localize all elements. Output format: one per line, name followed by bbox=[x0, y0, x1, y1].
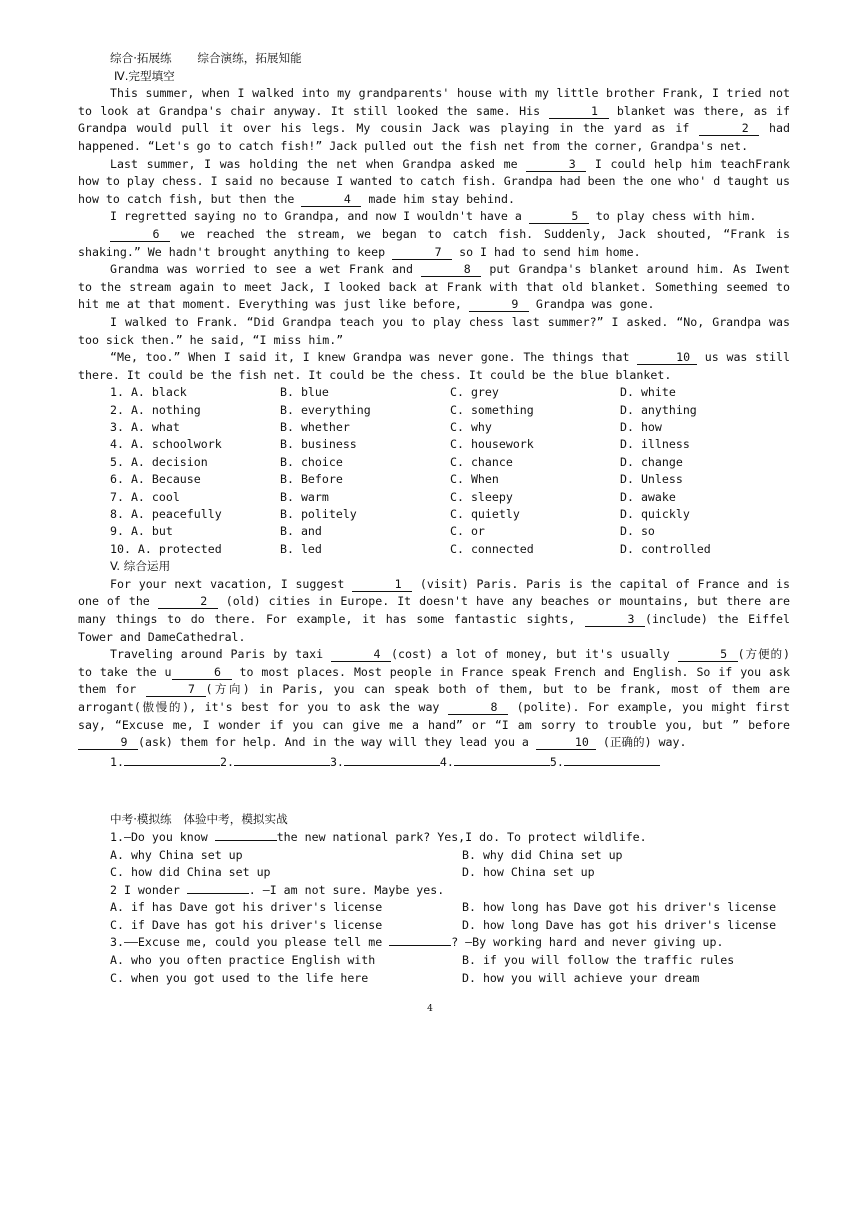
passage-text: (polite). For example, you might first say, “Excuse me, I wonder if you can give me a hand” or “I am sorry to trouble you, but ” before bbox=[78, 699, 790, 732]
cloze-options bbox=[110, 384, 790, 558]
option-choice[interactable]: 1. A. black bbox=[110, 385, 187, 400]
answer-blank[interactable] bbox=[124, 765, 220, 766]
passage-text: Grandma was worried to see a wet Frank and bbox=[110, 262, 422, 277]
option-row bbox=[110, 489, 790, 506]
option-choice[interactable]: D. anything bbox=[620, 402, 697, 417]
option-choice[interactable]: A. if has Dave got his driver's license bbox=[110, 900, 383, 915]
passage-text: we reached the stream, we began to catch fish. Suddenly, Jack shouted, “Frank is shaking.” We hadn't brought anything to keep bbox=[78, 226, 790, 259]
option-choice[interactable]: B. whether bbox=[280, 420, 350, 435]
question-text: 2 I wonder bbox=[110, 882, 187, 897]
option-choice[interactable]: C. how did China set up bbox=[110, 865, 271, 880]
answer-line bbox=[110, 754, 790, 772]
answer-blank[interactable] bbox=[187, 893, 249, 894]
passage-text: “Me, too.” When I said it, I knew Grandpa was never gone. The things that bbox=[110, 350, 638, 365]
paragraph bbox=[78, 646, 790, 752]
passage-text: us was still there. It could be the fish net. It could be the chess. It could be the blue blanket. bbox=[78, 350, 790, 382]
option-choice[interactable]: D. Unless bbox=[620, 472, 683, 487]
option-choice[interactable]: B. if you will follow the traffic rules bbox=[462, 953, 735, 968]
option-row bbox=[110, 506, 790, 523]
answer-blank[interactable] bbox=[454, 765, 550, 766]
passage-text: put Grandpa's blanket around him. As Iwent to the stream again to meet Jack, I looked back at Frank with that old blanket. Something seemed to hit me at that moment. Everything was just like before, bbox=[78, 262, 790, 312]
option-choice[interactable]: C. connected bbox=[450, 541, 534, 556]
passage-text: I regretted saying no to Grandpa, and now I wouldn't have a bbox=[110, 209, 529, 224]
section-subtitle: 体验中考，模拟实战 bbox=[183, 812, 288, 827]
passage-text: blanket was there, as if Grandpa would pull it over his legs. My cousin Jack was playing in the yard as if bbox=[78, 103, 790, 136]
option-choice[interactable]: A. why China set up bbox=[110, 847, 243, 862]
option-row bbox=[110, 471, 790, 488]
option-choice[interactable]: D. how you will achieve your dream bbox=[462, 970, 700, 985]
answer-blank[interactable]: 5 bbox=[678, 647, 738, 662]
answer-blank[interactable]: 9 bbox=[78, 735, 138, 750]
option-choice[interactable]: C. housework bbox=[450, 437, 534, 452]
option-choice[interactable]: 9. A. but bbox=[110, 524, 173, 539]
option-choice[interactable]: C. something bbox=[450, 402, 534, 417]
section-title: 综合·拓展练 bbox=[110, 51, 172, 65]
answer-number: 1. bbox=[110, 754, 124, 769]
passage-text: (include) the Eiffel Tower and DameCathedral. bbox=[78, 611, 790, 644]
option-choice[interactable]: C. quietly bbox=[450, 507, 520, 522]
option-choice[interactable]: 7. A. cool bbox=[110, 489, 180, 504]
option-choice[interactable]: C. when you got used to the life here bbox=[110, 970, 369, 985]
passage-text: Grandpa was gone. bbox=[528, 297, 655, 312]
option-choice[interactable]: D. controlled bbox=[620, 541, 711, 556]
section-header-1 bbox=[110, 50, 790, 68]
answer-blank[interactable]: 9 bbox=[469, 297, 529, 312]
option-choice[interactable]: B. led bbox=[280, 541, 322, 556]
option-choice[interactable]: B. everything bbox=[280, 402, 371, 417]
paragraph bbox=[78, 208, 790, 226]
option-row bbox=[110, 952, 790, 970]
option-choice[interactable]: D. quickly bbox=[620, 507, 690, 522]
answer-blank[interactable] bbox=[215, 840, 277, 841]
answer-blank[interactable]: 5 bbox=[529, 209, 589, 224]
option-choice[interactable]: B. why did China set up bbox=[462, 847, 623, 862]
passage-text: (方向) in Paris, you can speak both of them, but to be frank, most of them are arrogant(傲慢的), it's best for you to ask the way bbox=[78, 682, 790, 714]
option-row bbox=[110, 384, 790, 401]
question-text: ? —By working hard and never giving up. bbox=[451, 935, 724, 950]
answer-blank[interactable]: 1 bbox=[549, 104, 609, 119]
passage-text: Traveling around Paris by taxi bbox=[110, 647, 331, 662]
question-text: the new national park? Yes,I do. To protect wildlife. bbox=[276, 829, 647, 844]
option-choice[interactable]: C. if Dave has got his driver's license bbox=[110, 917, 383, 932]
option-choice[interactable]: D. so bbox=[620, 524, 655, 539]
fill-passage bbox=[78, 576, 790, 752]
option-choice[interactable]: D. change bbox=[620, 454, 683, 469]
option-choice[interactable]: D. how China set up bbox=[462, 865, 595, 880]
answer-blank[interactable]: 2 bbox=[158, 594, 218, 609]
answer-blank[interactable]: 6 bbox=[172, 665, 232, 680]
passage-text: (方便的) to take the u bbox=[78, 647, 791, 679]
paragraph bbox=[78, 226, 790, 261]
option-choice[interactable]: D. how bbox=[620, 420, 662, 435]
passage-text: (cost) a lot of money, but it's usually bbox=[391, 647, 678, 662]
option-choice[interactable]: B. choice bbox=[280, 454, 343, 469]
option-choice[interactable]: B. and bbox=[280, 524, 322, 539]
option-choice[interactable]: B. warm bbox=[280, 489, 329, 504]
answer-blank[interactable]: 10 bbox=[536, 735, 596, 750]
option-choice[interactable]: 10. A. protected bbox=[110, 541, 222, 556]
option-choice[interactable]: D. awake bbox=[620, 489, 676, 504]
answer-blank[interactable]: 7 bbox=[392, 245, 452, 260]
passage-text: made him stay behind. bbox=[361, 191, 515, 206]
option-row bbox=[110, 523, 790, 540]
option-choice[interactable]: 3. A. what bbox=[110, 420, 180, 435]
part-title-comprehensive: V. 综合运用 bbox=[110, 559, 171, 574]
answer-blank[interactable] bbox=[234, 765, 330, 766]
passage-text: had happened. “Let's go to catch fish!” Jack pulled out the fish net from the corner, Grandpa's net. bbox=[78, 121, 790, 153]
passage-text: Last summer, I was holding the net when Grandpa asked me bbox=[110, 156, 527, 171]
option-choice[interactable]: B. blue bbox=[280, 385, 329, 400]
answer-number: 2. bbox=[219, 754, 234, 769]
passage-text: This summer, when I walked into my grandparents' house with my little brother Frank, I tried not to look at Grandpa's chair anyway. It still looked the same. His bbox=[78, 86, 790, 118]
option-choice[interactable]: C. or bbox=[450, 524, 485, 539]
option-choice[interactable]: B. Before bbox=[280, 472, 343, 487]
option-choice[interactable]: B. business bbox=[280, 437, 357, 452]
passage-text: I could help him teachFrank how to play chess. I said no because I wanted to catch fish. Grandpa had been the one who' d taught us how to catch fish, but then the bbox=[78, 156, 790, 206]
paragraph bbox=[78, 85, 790, 155]
part-title-cloze: Ⅳ.完型填空 bbox=[114, 68, 175, 83]
section-subtitle: 综合演练，拓展知能 bbox=[197, 51, 302, 65]
question-text: . —I am not sure. Maybe yes. bbox=[248, 882, 445, 897]
answer-blank[interactable]: 3 bbox=[526, 157, 586, 172]
option-row bbox=[110, 402, 790, 419]
answer-blank[interactable]: 4 bbox=[301, 192, 361, 207]
passage-text: (正确的) way. bbox=[595, 735, 687, 750]
answer-blank[interactable]: 1 bbox=[352, 577, 412, 592]
section-title: 中考·模拟练 bbox=[110, 812, 172, 827]
passage-text: I walked to Frank. “Did Grandpa teach you to play chess last summer?” I asked. “No, Grandpa was too sick then.” he said, “I miss him.” bbox=[78, 314, 790, 347]
option-choice[interactable]: C. why bbox=[450, 420, 492, 435]
answer-blank[interactable] bbox=[389, 945, 451, 946]
answer-blank[interactable]: 8 bbox=[421, 262, 481, 277]
question-text: 3.——Excuse me, could you please tell me bbox=[110, 935, 390, 950]
passage-text: (ask) them for help. And in the way will they lead you a bbox=[138, 735, 536, 750]
option-choice[interactable]: C. When bbox=[450, 472, 499, 487]
passage-text: so I had to send him home. bbox=[452, 244, 641, 259]
option-choice[interactable]: D. illness bbox=[620, 437, 690, 452]
option-choice[interactable]: D. how long Dave has got his driver's license bbox=[462, 917, 777, 932]
option-row bbox=[110, 917, 790, 935]
passage-text: For your next vacation, I suggest bbox=[110, 576, 353, 591]
option-choice[interactable]: B. politely bbox=[280, 507, 357, 522]
answer-blank[interactable]: 2 bbox=[699, 121, 759, 136]
passage-text: to most places. Most people in France speak French and English. So if you ask them for bbox=[78, 664, 790, 697]
option-row bbox=[110, 970, 790, 988]
cloze-passage bbox=[78, 85, 790, 384]
answer-number: 4. bbox=[439, 754, 454, 769]
paragraph bbox=[78, 349, 790, 384]
option-row bbox=[110, 864, 790, 882]
option-choice[interactable]: C. chance bbox=[450, 454, 513, 469]
page-number: 4 bbox=[427, 1004, 433, 1014]
option-row bbox=[110, 454, 790, 471]
answer-blank[interactable]: 6 bbox=[110, 227, 170, 242]
option-choice[interactable]: C. sleepy bbox=[450, 489, 513, 504]
paragraph bbox=[78, 156, 790, 209]
answer-blank[interactable]: 8 bbox=[448, 700, 508, 715]
answer-blank[interactable] bbox=[344, 765, 440, 766]
paragraph bbox=[78, 576, 790, 646]
question-stem bbox=[110, 934, 790, 952]
worksheet-page bbox=[78, 50, 790, 987]
question-stem bbox=[110, 829, 790, 847]
answer-number: 5. bbox=[549, 754, 564, 769]
passage-text: to play chess with him. bbox=[588, 209, 757, 224]
section-header-3 bbox=[110, 811, 790, 829]
answer-blank[interactable]: 4 bbox=[331, 647, 391, 662]
option-choice[interactable]: 2. A. nothing bbox=[110, 402, 201, 417]
option-choice[interactable]: 8. A. peacefully bbox=[110, 507, 222, 522]
passage-text: (visit) Paris. Paris is the capital of France and is one of the bbox=[78, 576, 790, 609]
answer-blank[interactable]: 7 bbox=[146, 682, 206, 697]
mock-questions bbox=[78, 829, 790, 987]
paragraph bbox=[78, 261, 790, 314]
answer-number: 3. bbox=[329, 754, 344, 769]
answer-blank[interactable] bbox=[564, 765, 660, 766]
option-row bbox=[110, 847, 790, 865]
answer-blank[interactable]: 10 bbox=[637, 350, 697, 365]
option-choice[interactable]: 6. A. Because bbox=[110, 472, 201, 487]
option-row bbox=[110, 436, 790, 453]
option-choice[interactable]: D. white bbox=[620, 385, 676, 400]
option-row bbox=[110, 899, 790, 917]
answer-blank[interactable]: 3 bbox=[585, 612, 645, 627]
question-text: 1.—Do you know bbox=[110, 829, 215, 844]
option-choice[interactable]: 5. A. decision bbox=[110, 454, 208, 469]
paragraph bbox=[78, 314, 790, 349]
passage-text: (old) cities in Europe. It doesn't have any beaches or mountains, but there are many things to do there. For example, it has some fantastic sights, bbox=[78, 594, 790, 626]
option-choice[interactable]: 4. A. schoolwork bbox=[110, 437, 222, 452]
question-stem bbox=[110, 882, 790, 900]
option-row bbox=[110, 419, 790, 436]
option-choice[interactable]: A. who you often practice English with bbox=[110, 953, 376, 968]
option-row bbox=[110, 541, 790, 558]
option-choice[interactable]: C. grey bbox=[450, 385, 499, 400]
option-choice[interactable]: B. how long has Dave got his driver's license bbox=[462, 900, 777, 915]
